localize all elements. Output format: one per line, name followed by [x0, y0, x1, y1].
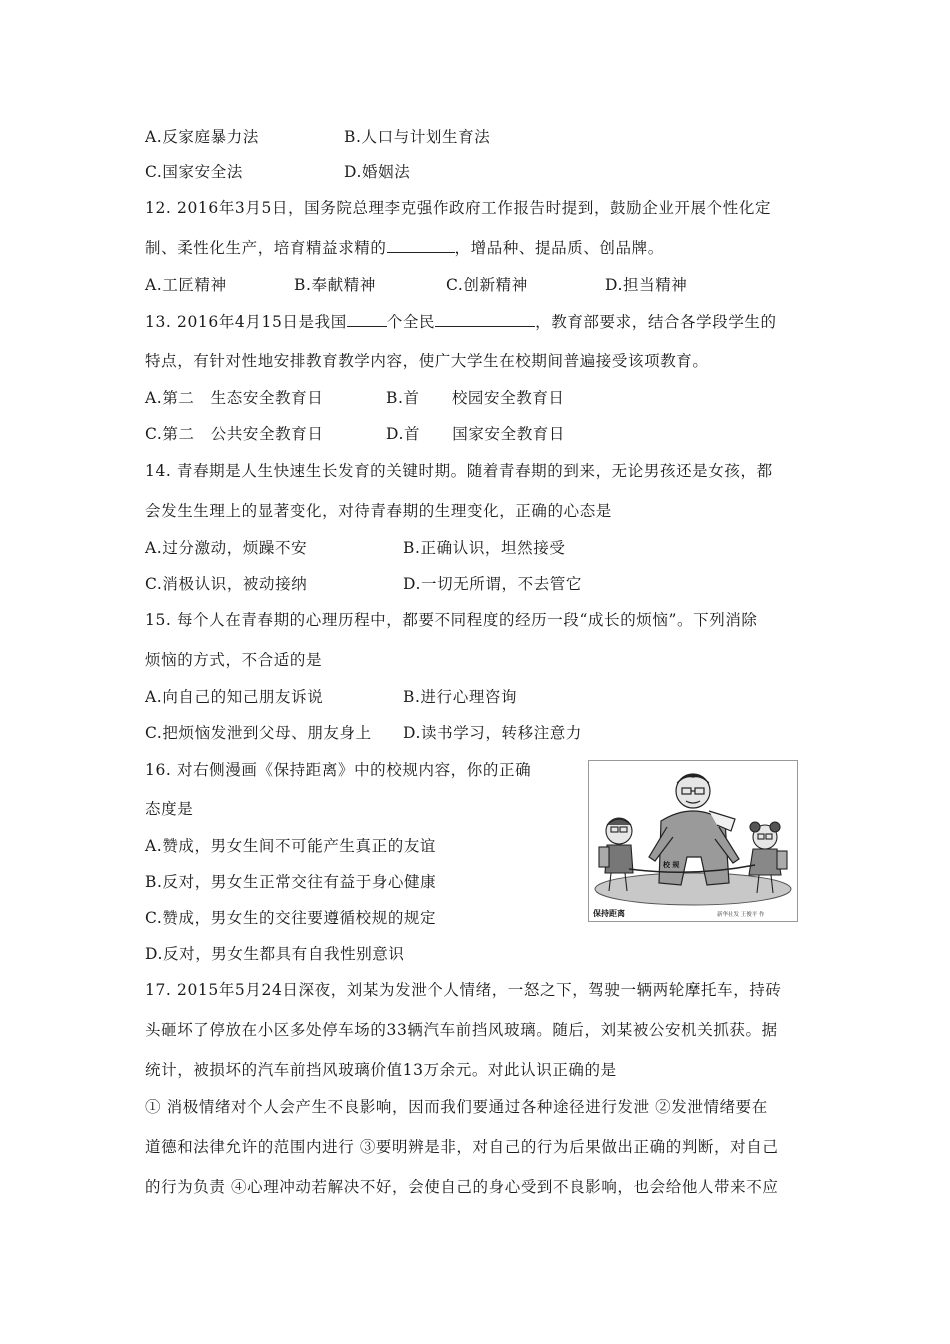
cartoon-rope-label: 校 规 [663, 861, 680, 869]
q13-stem-line-1-a: 13. 2016年4月15日是我国 [145, 313, 347, 331]
q17-stem-line-2: 头砸坏了停放在小区多处停车场的33辆汽车前挡风玻璃。随后，刘某被公安机关抓获。据 [145, 1021, 778, 1039]
q14-option-d: D.一切无所谓，不去管它 [403, 575, 583, 593]
q11-option-d: D.婚姻法 [344, 163, 411, 181]
q12-option-a: A.工匠精神 [145, 276, 227, 294]
q15-stem-line-1: 15. 每个人在青春期的心理历程中，都要不同程度的经历一段“成长的烦恼”。下列消除 [145, 611, 758, 629]
q16-option-c: C.赞成，男女生的交往要遵循校规的规定 [145, 909, 437, 927]
cartoon-caption-credit: 新华社发 王俊平 作 [717, 912, 765, 918]
q15-option-a: A.向自己的知己朋友诉说 [145, 688, 324, 706]
q15-option-b: B.进行心理咨询 [403, 688, 518, 706]
cartoon-caption-title: 保持距离 [593, 909, 625, 918]
q16-option-b: B.反对，男女生正常交往有益于身心健康 [145, 873, 437, 891]
q12-answer-blank [387, 238, 455, 253]
q13-option-c: C.第二 公共安全教育日 [145, 425, 324, 443]
q15-option-d: D.读书学习，转移注意力 [403, 724, 583, 742]
q14-stem-line-1: 14. 青春期是人生快速生长发育的关键时期。随着青春期的到来，无论男孩还是女孩，都 [145, 462, 773, 480]
q14-option-a: A.过分激动，烦躁不安 [145, 539, 308, 557]
q16-option-a: A.赞成，男女生间不可能产生真正的友谊 [145, 837, 437, 855]
q11-option-c: C.国家安全法 [145, 163, 243, 181]
q16-stem-line-2: 态度是 [145, 800, 194, 818]
q11-option-a: A.反家庭暴力法 [145, 128, 259, 146]
q13-stem-line-1 [145, 312, 777, 332]
q12-option-d: D.担当精神 [605, 276, 688, 294]
q13-stem-line-1-c: ，教育部要求，结合各学段学生的 [535, 313, 777, 331]
q12-stem-line-2-post: ，增品种、提品质、创品牌。 [454, 239, 664, 257]
q13-stem-line-1-b: 个全民 [386, 313, 436, 331]
q12-stem-line-2-pre: 制、柔性化生产，培育精益求精的 [145, 239, 387, 257]
q11-option-b: B.人口与计划生育法 [344, 128, 491, 146]
q17-statement-line-2: 道德和法律允许的范围内进行 ③要明辨是非，对自己的行为后果做出正确的判断，对自己 [145, 1138, 779, 1156]
q16-stem-line-1: 16. 对右侧漫画《保持距离》中的校规内容，你的正确 [145, 761, 532, 779]
q12-option-b: B.奉献精神 [294, 276, 376, 294]
q12-stem-line-2 [145, 238, 664, 258]
q14-option-c: C.消极认识，被动接纳 [145, 575, 308, 593]
q15-stem-line-2: 烦恼的方式，不合适的是 [145, 651, 323, 669]
q13-stem-line-2: 特点，有针对性地安排教育教学内容，使广大学生在校期间普遍接受该项教育。 [145, 352, 709, 370]
q17-stem-line-3: 统计，被损坏的汽车前挡风玻璃价值13万余元。对此认识正确的是 [145, 1061, 617, 1079]
q13-answer-blank-1 [347, 312, 387, 327]
q17-statement-line-3: 的行为负责 ④心理冲动若解决不好，会使自己的身心受到不良影响，也会给他人带来不应 [145, 1178, 779, 1196]
q12-stem-line-1: 12. 2016年3月5日，国务院总理李克强作政府工作报告时提到，鼓励企业开展个性化定 [145, 199, 772, 217]
q12-option-c: C.创新精神 [446, 276, 528, 294]
q15-option-c: C.把烦恼发泄到父母、朋友身上 [145, 724, 372, 742]
q17-statement-line-1: ① 消极情绪对个人会产生不良影响，因而我们要通过各种途径进行发泄 ②发泄情绪要在 [145, 1098, 768, 1116]
q17-stem-line-1: 17. 2015年5月24日深夜，刘某为发泄个人情绪，一怒之下，驾驶一辆两轮摩托车，持砖 [145, 981, 782, 999]
q16-option-d: D.反对，男女生都具有自我性别意识 [145, 945, 405, 963]
q13-answer-blank-2 [435, 312, 535, 327]
q13-option-b: B.首 校园安全教育日 [386, 389, 565, 407]
rope-icon [629, 865, 755, 872]
q13-option-a: A.第二 生态安全教育日 [145, 389, 324, 407]
q13-option-d: D.首 国家安全教育日 [386, 425, 566, 443]
q14-option-b: B.正确认识，坦然接受 [403, 539, 566, 557]
keep-distance-cartoon [588, 760, 798, 922]
q14-stem-line-2: 会发生生理上的显著变化，对待青春期的生理变化，正确的心态是 [145, 502, 612, 520]
